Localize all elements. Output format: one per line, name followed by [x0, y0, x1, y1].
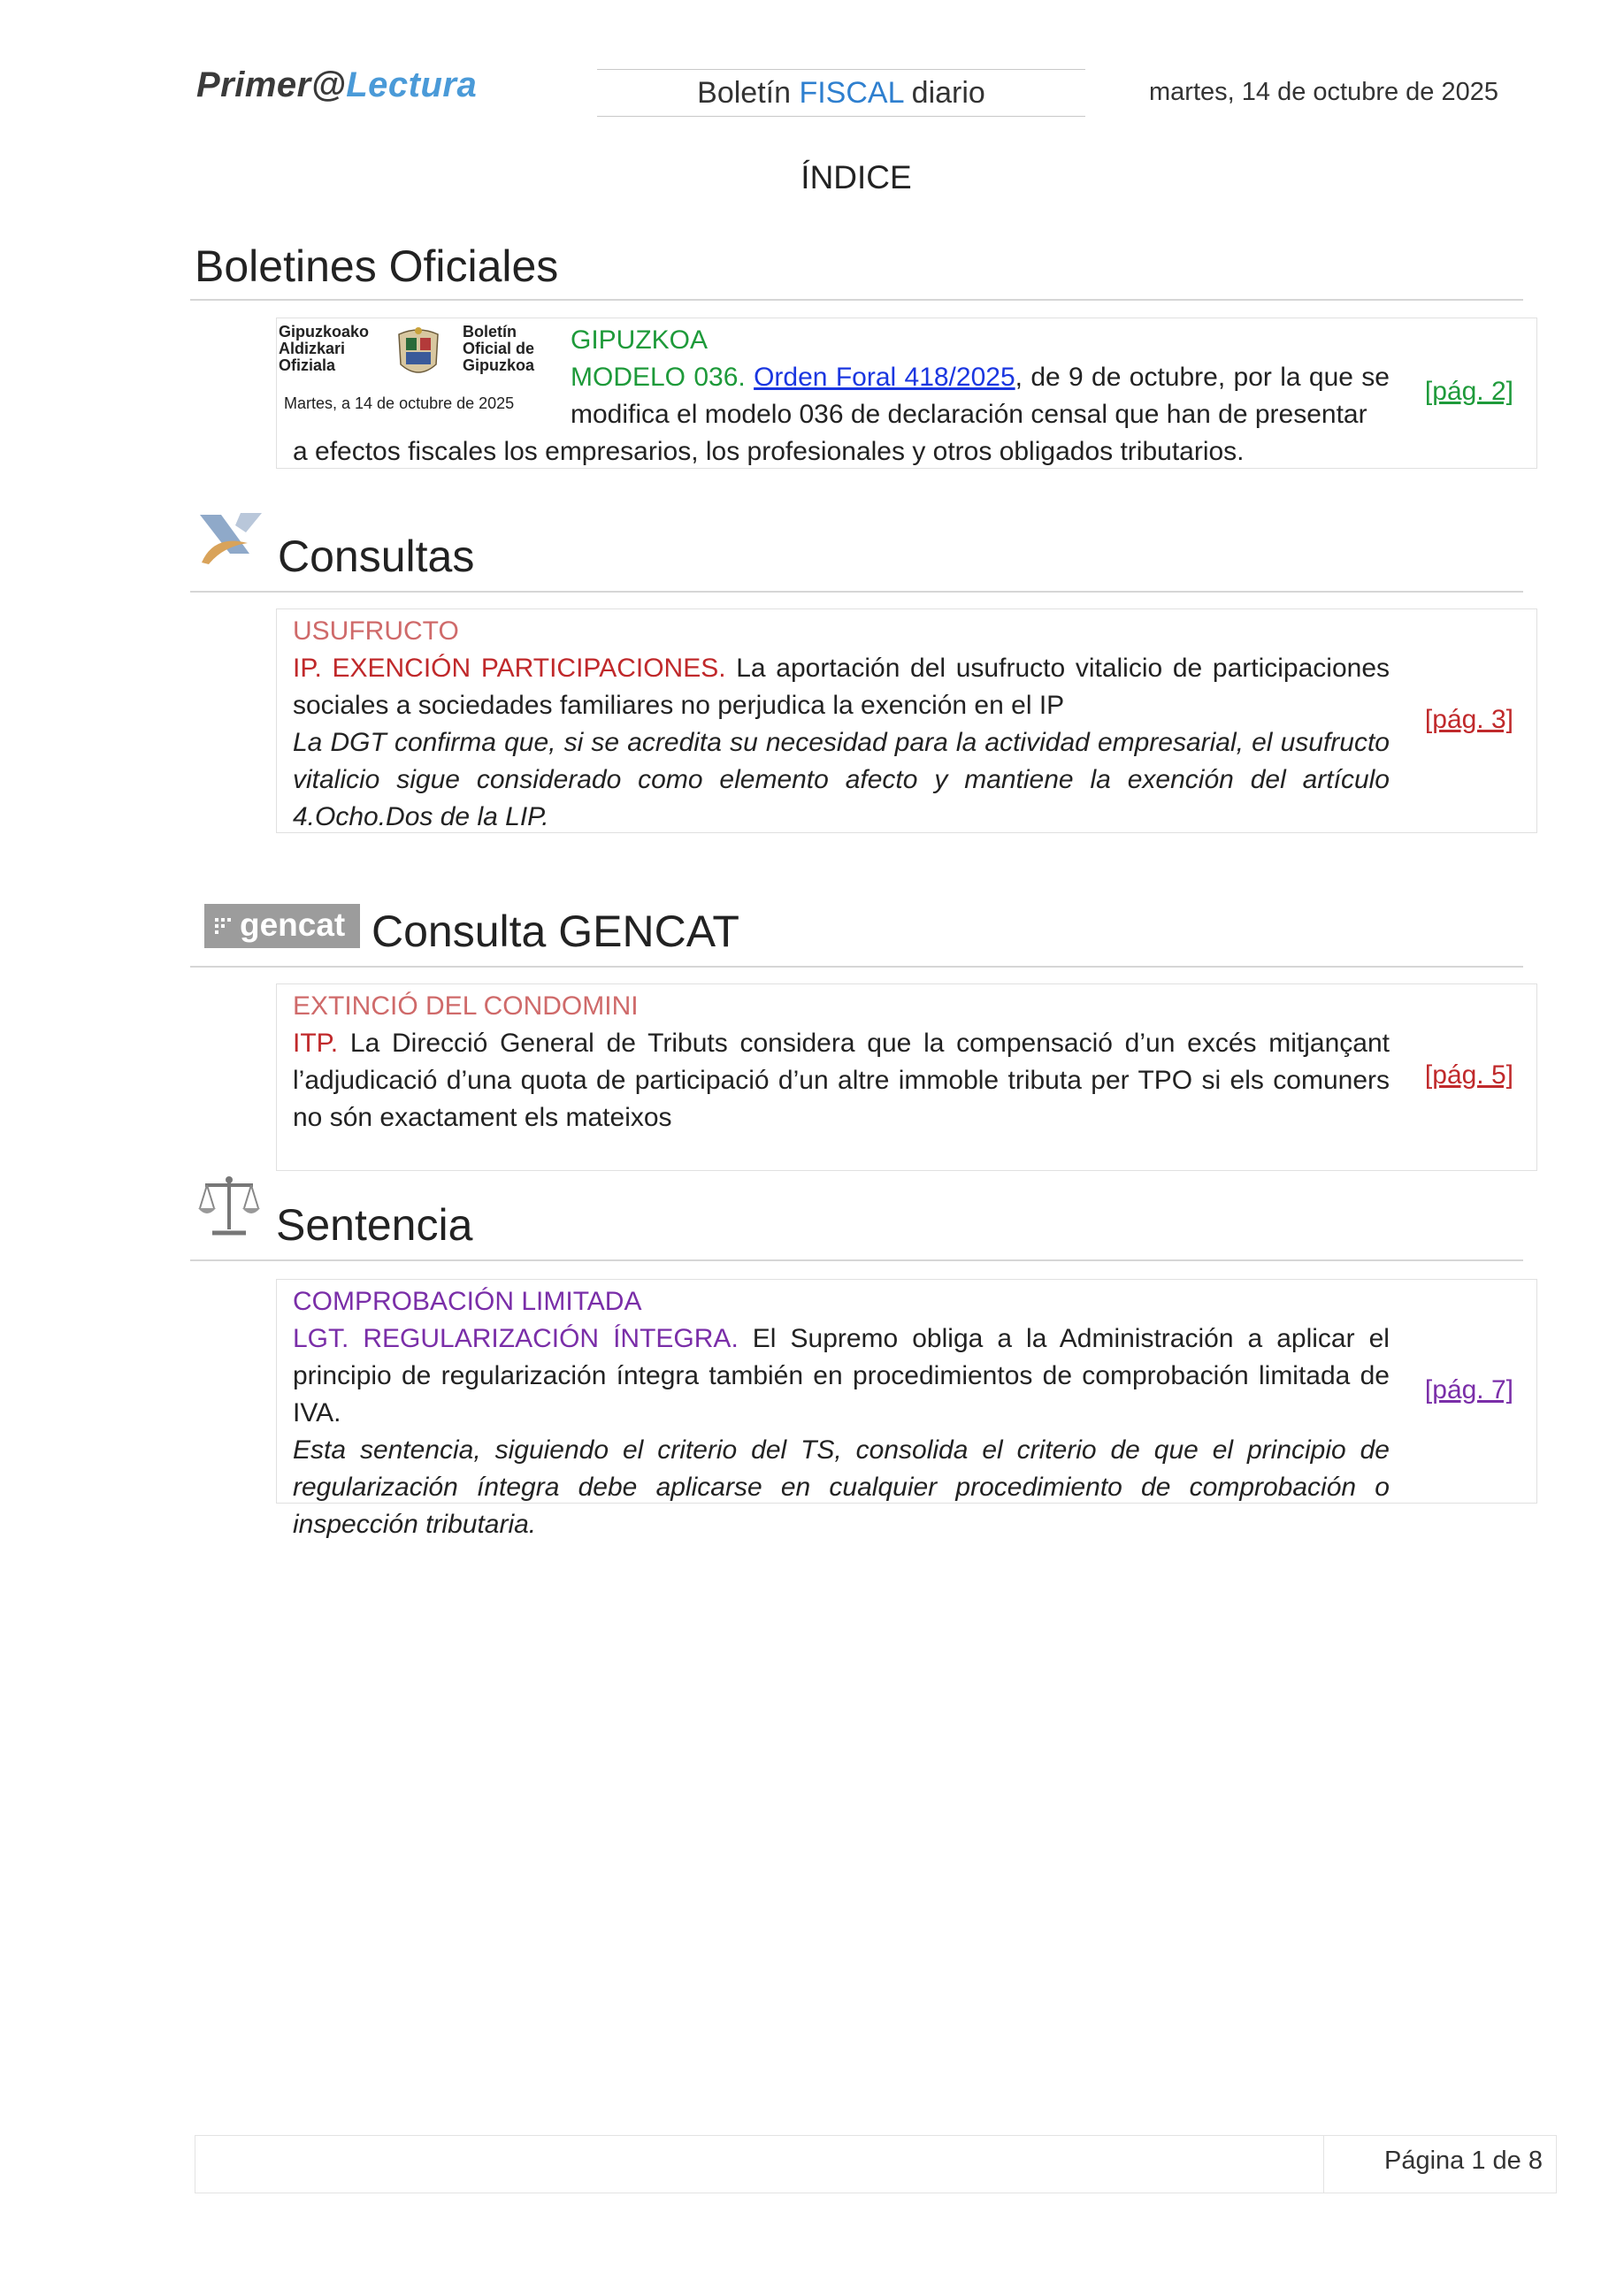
entry-detail: Esta sentencia, siguiendo el criterio del TS, consolida el criterio de que el principio de regularización íntegra debe aplicarse en cualquier procedimiento de comprobación o inspección tributaria.	[293, 1435, 1390, 1539]
section-rule	[190, 299, 1523, 301]
section-title-consultas: Consultas	[278, 532, 475, 581]
gencat-logo-text: gencat	[240, 907, 346, 943]
bulletin-suffix: diario	[903, 76, 985, 110]
gencat-dots-icon	[215, 918, 234, 934]
entry-category: EXTINCIÓ DEL CONDOMINI	[293, 991, 639, 1021]
bulletin-fiscal: FISCAL	[799, 76, 904, 110]
bulletin-title	[597, 69, 1085, 117]
brand-part2: Lectura	[346, 65, 478, 104]
section-title-boletines: Boletines Oficiales	[195, 241, 559, 291]
logo-right-line1: Boletín	[463, 323, 517, 341]
gencat-logo	[204, 904, 360, 948]
entry-lead: LGT. REGULARIZACIÓN ÍNTEGRA.	[293, 1324, 739, 1353]
entry-region: GIPUZKOA	[571, 325, 709, 355]
aeat-logo-icon	[196, 508, 269, 570]
entry-boletines	[276, 318, 1537, 469]
entry-detail: La DGT confirma que, si se acredita su necesidad para la actividad empresarial, el usufructo vitalicio sigue considerado como elemento afecto y mantiene la exención del artículo 4.Ocho.Dos de la LIP.	[293, 728, 1390, 831]
logo-left-line3: Ofiziala	[279, 356, 336, 374]
entry-consultas	[276, 608, 1537, 833]
entry-text-top-rest: , de 9 de octubre, por la que se	[1015, 363, 1390, 392]
entry-text-line3: a efectos fiscales los empresarios, los profesionales y otros obligados tributarios.	[293, 437, 1245, 466]
brand-logo	[196, 65, 477, 105]
entry-body	[293, 988, 1390, 1137]
footer-box	[195, 2135, 1557, 2193]
orden-foral-link[interactable]: Orden Foral 418/2025	[754, 363, 1015, 392]
entry-body	[293, 1283, 1390, 1543]
section-rule	[190, 966, 1523, 968]
entry-lead: MODELO 036.	[571, 363, 755, 392]
entry-summary: La aportación del usufructo vitalicio de participaciones sociales a sociedades familiares no perjudica la exención en el IP	[293, 654, 1390, 720]
entry-summary: La Direcció General de Tributs considera que la compensació d’un excés mitjançant l’adjudicació d’una quota de participació d’un altre immoble tributa per TPO si els comuners no són exactament els mateixos	[293, 1029, 1390, 1132]
footer-divider	[1323, 2135, 1324, 2193]
section-rule	[190, 1259, 1523, 1261]
logo-left-line2: Aldizkari	[279, 340, 346, 357]
page-number: Página 1 de 8	[1384, 2147, 1543, 2175]
logo-right-line3: Gipuzkoa	[463, 356, 535, 374]
scales-of-justice-icon	[196, 1175, 262, 1236]
header-date: martes, 14 de octubre de 2025	[1149, 78, 1498, 106]
entry-lead: IP. EXENCIÓN PARTICIPACIONES.	[293, 654, 726, 683]
entry-gencat	[276, 983, 1537, 1171]
gipuzkoa-coat-of-arms-icon	[392, 325, 445, 380]
bulletin-prefix: Boletín	[697, 76, 800, 110]
brand-part1: Primer@	[196, 65, 347, 104]
entry-text-top	[571, 359, 1390, 396]
page-link[interactable]: [pág. 5]	[1424, 1060, 1513, 1090]
index-title: ÍNDICE	[801, 159, 912, 195]
page-link[interactable]: [pág. 3]	[1424, 705, 1513, 734]
logo-left-line1: Gipuzkoako	[279, 323, 370, 341]
section-title-sentencia: Sentencia	[276, 1200, 473, 1250]
entry-summary: El Supremo obliga a la Administración a aplicar el principio de regularización íntegra también en procedimientos de comprobación limitada de IVA.	[293, 1324, 1390, 1427]
page-link[interactable]: [pág. 7]	[1424, 1375, 1513, 1404]
logo-right-line2: Oficial de	[463, 340, 535, 357]
page-link[interactable]: [pág. 2]	[1424, 377, 1513, 406]
entry-category: COMPROBACIÓN LIMITADA	[293, 1287, 642, 1316]
gipuzkoa-bulletin-logo	[279, 324, 553, 421]
entry-category: USUFRUCTO	[293, 616, 459, 646]
section-title-gencat: Consulta GENCAT	[372, 907, 739, 956]
entry-sentencia	[276, 1279, 1537, 1539]
logo-date: Martes, a 14 de octubre de 2025	[284, 394, 515, 412]
entry-text-line2: modifica el modelo 036 de declaración censal que han de presentar	[571, 400, 1367, 429]
section-rule	[190, 591, 1523, 593]
entry-body	[293, 613, 1390, 836]
entry-lead: ITP.	[293, 1029, 339, 1058]
